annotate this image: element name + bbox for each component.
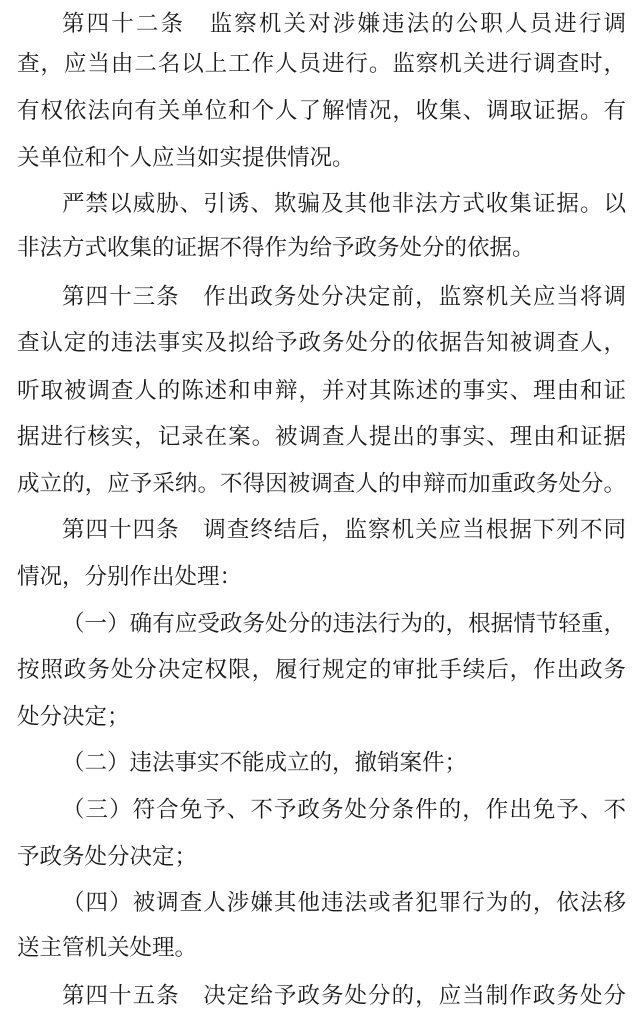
- text-line: 第四十二条 监察机关对涉嫌违法的公职人员进行调: [62, 11, 626, 37]
- text-line: 有权依法向有关单位和个人了解情况，收集、调取证据。有: [17, 98, 626, 124]
- text-line: 听取被调查人的陈述和申辩，并对其陈述的事实、理由和证: [17, 378, 626, 404]
- text-line: 查，应当由二名以上工作人员进行。监察机关进行调查时，: [17, 51, 626, 77]
- text-line: 第四十四条 调查终结后，监察机关应当根据下列不同: [62, 517, 626, 543]
- text-line: 送主管机关处理。: [17, 935, 198, 961]
- text-line: （四）被调查人涉嫌其他违法或者犯罪行为的，依法移: [62, 890, 626, 916]
- text-line: 据进行核实，记录在案。被调查人提出的事实、理由和证据: [17, 424, 626, 450]
- text-line: 严禁以威胁、引诱、欺骗及其他非法方式收集证据。以: [62, 191, 626, 217]
- text-line: 查认定的违法事实及拟给予政务处分的依据告知被调查人，: [17, 330, 626, 356]
- text-line: 成立的，应予采纳。不得因被调查人的申辩而加重政务处分。: [17, 471, 626, 497]
- text-line: 予政务处分决定；: [17, 844, 198, 870]
- text-line: （二）违法事实不能成立的，撤销案件；: [62, 750, 468, 776]
- text-line: 第四十三条 作出政务处分决定前，监察机关应当将调: [62, 284, 626, 310]
- text-line: 处分决定；: [17, 704, 130, 730]
- text-line: 情况，分别作出处理：: [17, 564, 243, 590]
- text-line: 第四十五条 决定给予政务处分的，应当制作政务处分: [62, 983, 626, 1009]
- text-line: 非法方式收集的证据不得作为给予政务处分的依据。: [17, 235, 535, 261]
- text-line: （一）确有应受政务处分的违法行为的，根据情节轻重，: [62, 611, 626, 637]
- text-line: 关单位和个人应当如实提供情况。: [17, 145, 355, 171]
- text-line: 按照政务处分决定权限，履行规定的审批手续后，作出政务: [17, 657, 626, 683]
- text-line: （三）符合免予、不予政务处分条件的，作出免予、不: [62, 797, 626, 823]
